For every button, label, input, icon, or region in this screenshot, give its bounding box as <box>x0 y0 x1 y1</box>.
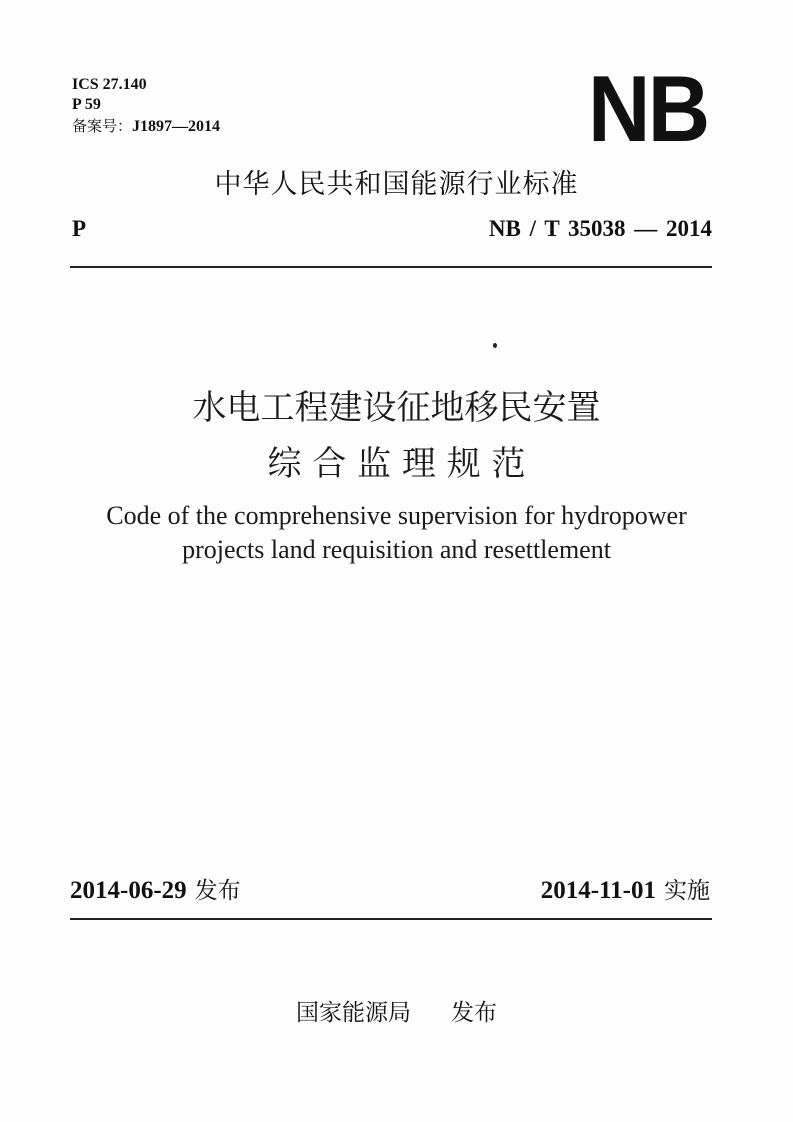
filing-number: J1897—2014 <box>132 118 221 135</box>
title-zh-line2: 综 合 监 理 规 范 <box>267 444 526 484</box>
implement-label: 实施 <box>664 878 710 904</box>
nb-logo: NB <box>588 56 708 161</box>
issue-label: 发布 <box>194 878 241 904</box>
title-en-line2: projects land requisition and resettlement <box>182 535 611 564</box>
filing-label: 备案号： <box>72 117 133 135</box>
implement-date-row <box>541 872 710 905</box>
top-divider <box>70 266 712 268</box>
bottom-divider <box>70 918 712 920</box>
ics-code: ICS 27.140 <box>72 76 147 93</box>
scan-speck <box>493 343 497 348</box>
standard-category-heading: 中华人民共和国能源行业标准 <box>214 169 579 200</box>
implement-date: 2014-11-01 <box>540 877 656 904</box>
category-code: P 59 <box>72 96 101 113</box>
issue-date-row <box>70 872 241 905</box>
category-letter: P <box>72 216 87 241</box>
publisher-line <box>0 994 793 1027</box>
title-en-line1: Code of the comprehensive supervision for hydropower <box>106 501 687 530</box>
publisher-name: 国家能源局 <box>296 1000 411 1026</box>
issue-date: 2014-06-29 <box>70 877 187 904</box>
title-zh-line1: 水电工程建设征地移民安置 <box>192 388 601 428</box>
filing-number-row <box>72 117 220 136</box>
publisher-action: 发布 <box>451 1000 497 1026</box>
standard-number: NB / T 35038 — 2014 <box>488 216 712 241</box>
